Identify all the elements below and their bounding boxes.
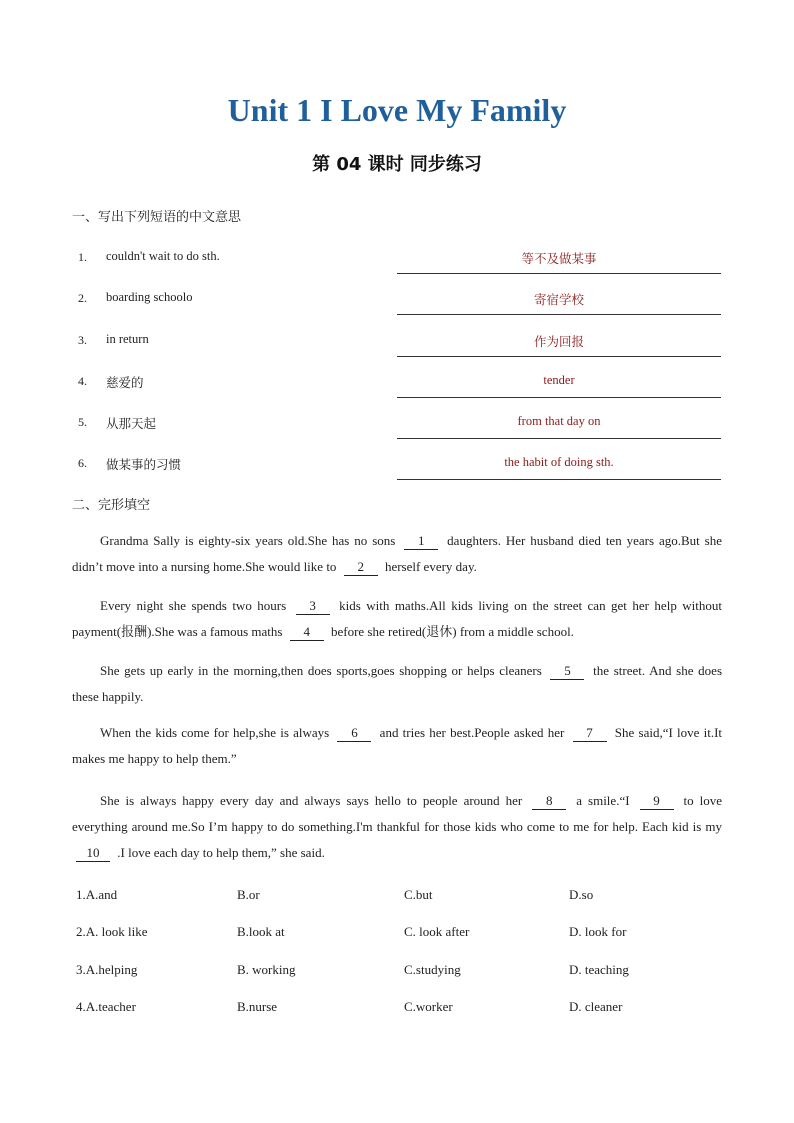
vocab-answer: 作为回报 [533, 335, 584, 349]
cloze-paragraph [72, 720, 722, 772]
option-b: B.or [237, 887, 260, 902]
vocab-row [0, 449, 794, 490]
option-b: B. working [237, 962, 296, 977]
para-text: the street. And she does these happily. [72, 663, 722, 704]
vocab-answer: 寄宿学校 [533, 293, 584, 307]
option-a: 2.A. look like [76, 924, 148, 939]
cloze-paragraph [72, 658, 722, 710]
vocab-answer: from that day on [517, 414, 601, 428]
option-a: 4.A.teacher [76, 999, 136, 1014]
answer-line [397, 314, 721, 315]
para-text: Every night she spends two hours [100, 598, 287, 613]
vocab-answer: the habit of doing sth. [504, 455, 614, 469]
para-text: When the kids come for help,she is always [100, 725, 330, 740]
para-text: She gets up early in the morning,then does sports,goes shopping or helps cleaners [100, 663, 542, 678]
option-d: D. teaching [569, 962, 629, 977]
option-c: C. look after [404, 924, 470, 939]
vocab-term: couldn't wait to do sth. [106, 249, 220, 263]
vocab-term: boarding schoolo [106, 290, 193, 304]
para-text: herself every day. [384, 559, 477, 574]
para-text: She said,“I love it.It makes me happy to help them.” [72, 725, 723, 766]
answer-line [397, 397, 721, 398]
answer-line [397, 438, 721, 439]
cloze-blank: 8 [532, 793, 566, 810]
option-d: D. look for [569, 924, 627, 939]
vocab-row [0, 284, 794, 325]
cloze-blank: 2 [344, 559, 378, 576]
para-text: She is always happy every day and always says hello to people around her [100, 793, 523, 808]
options-row [0, 962, 794, 992]
cloze-blank: 4 [290, 624, 324, 641]
answer-line [397, 479, 721, 480]
vocab-number: 2. [78, 291, 87, 305]
vocab-row [0, 408, 794, 449]
vocab-row [0, 326, 794, 367]
cloze-blank: 6 [337, 725, 371, 742]
vocab-term: in return [106, 332, 149, 346]
option-a: 3.A.helping [76, 962, 138, 977]
option-c: C.but [404, 887, 433, 902]
vocab-term: 慈爱的 [106, 376, 144, 390]
section1-heading: 一、写出下列短语的中文意思 [72, 210, 242, 225]
vocab-row [0, 367, 794, 408]
cloze-blank: 1 [404, 533, 438, 550]
vocab-number: 6. [78, 456, 87, 470]
option-b: B.nurse [237, 999, 278, 1014]
para-text: a smile.“I [576, 793, 630, 808]
option-d: D. cleaner [569, 999, 623, 1014]
vocab-number: 4. [78, 374, 87, 388]
options-row [0, 924, 794, 954]
vocab-number: 1. [78, 250, 87, 264]
cloze-blank: 5 [550, 663, 584, 680]
page-subtitle: 第 04 课时 同步练习 [312, 154, 482, 175]
option-c: C.worker [404, 999, 453, 1014]
vocab-number: 5. [78, 415, 87, 429]
options-row [0, 999, 794, 1029]
vocab-answer: 等不及做某事 [521, 252, 597, 266]
vocab-number: 3. [78, 333, 87, 347]
cloze-blank: 3 [296, 598, 330, 615]
cloze-blank: 7 [573, 725, 607, 742]
options-row [0, 887, 794, 917]
para-text: daughters. Her husband died ten years ago.But she didn’t move into a nursing home.She would like to [72, 533, 723, 574]
para-text: to love everything around me.So I’m happy to do something.I'm thankful for those kids who come to me for help. Each kid is my [72, 793, 723, 834]
para-text: and tries her best.People asked her [379, 725, 565, 740]
option-d: D.so [569, 887, 594, 902]
para-text: kids with maths.All kids living on the street can get her help without payment(报酬).She was a famous maths [72, 598, 722, 639]
cloze-blank: 9 [640, 793, 674, 810]
cloze-paragraph [72, 788, 722, 866]
para-text: Grandma Sally is eighty-six years old.She has no sons [100, 533, 396, 548]
option-b: B.look at [237, 924, 285, 939]
vocab-answer: tender [543, 373, 575, 387]
cloze-paragraph [72, 593, 722, 645]
vocab-term: 从那天起 [106, 417, 157, 431]
option-a: 1.A.and [76, 887, 118, 902]
answer-line [397, 273, 721, 274]
page-title: Unit 1 I Love My Family [227, 92, 567, 128]
para-text: .I love each day to help them,” she said. [117, 845, 325, 860]
option-c: C.studying [404, 962, 461, 977]
vocab-term: 做某事的习惯 [106, 458, 182, 472]
cloze-paragraph [72, 528, 722, 580]
answer-line [397, 356, 721, 357]
para-text: before she retired(退休) from a middle school. [330, 624, 574, 639]
vocab-row [0, 243, 794, 284]
cloze-blank: 10 [76, 845, 110, 862]
section2-heading: 二、完形填空 [72, 498, 151, 513]
